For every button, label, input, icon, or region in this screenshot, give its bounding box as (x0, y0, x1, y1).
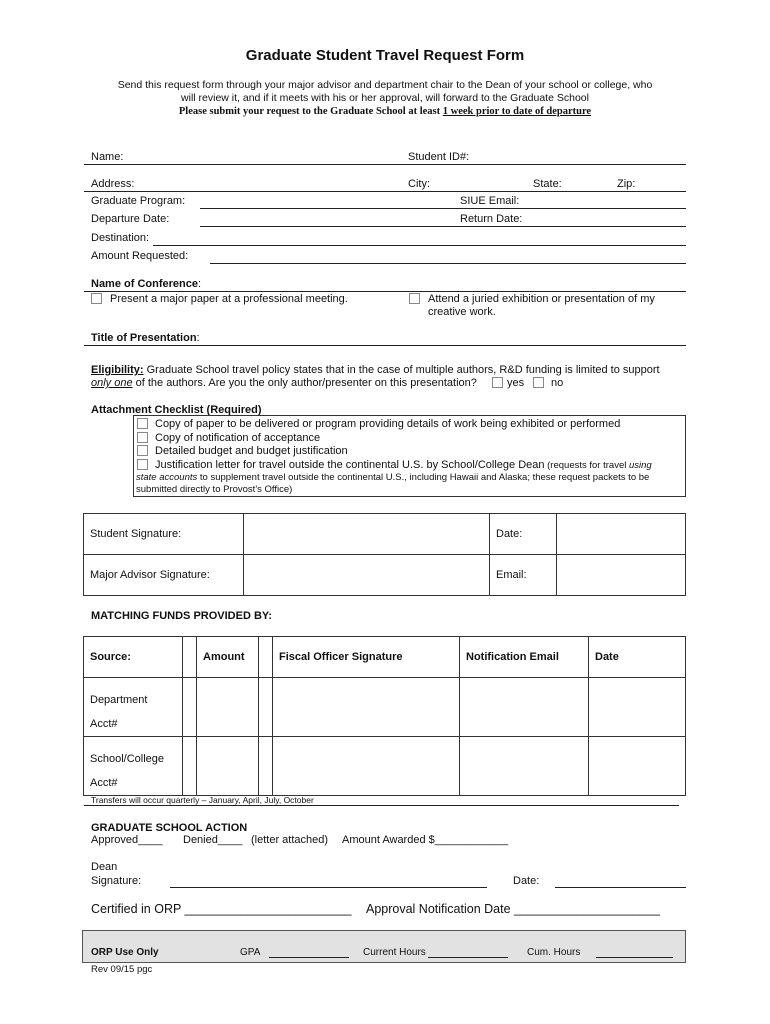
form-title: Graduate Student Travel Request Form (245, 47, 525, 64)
juried-exhibition-line-1: Attend a juried exhibition or presentation of my (428, 293, 655, 305)
amount-requested-label: Amount Requested: (91, 250, 189, 262)
destination-line[interactable] (153, 245, 686, 246)
yes-label: yes (507, 377, 525, 389)
address-label: Address: (91, 178, 135, 190)
header-fiscal-officer: Fiscal Officer Signature (273, 637, 460, 678)
school-fiscal-signature[interactable] (273, 737, 460, 796)
checklist-note-line-2 (136, 472, 649, 484)
matching-funds-title: MATCHING FUNDS PROVIDED BY: (91, 610, 273, 622)
school-amount[interactable] (197, 737, 259, 796)
present-paper-checkbox[interactable] (91, 293, 102, 304)
address-line[interactable] (84, 191, 686, 192)
denied-field[interactable]: Denied____ (183, 834, 243, 846)
checklist-note-paren: (requests for travel (544, 460, 629, 471)
checklist-checkbox-justification[interactable] (137, 459, 148, 470)
name-line[interactable] (84, 164, 686, 165)
orp-label: ORP Use Only (91, 947, 159, 958)
gpa-label: GPA (240, 947, 261, 958)
header-source: Source: (84, 637, 183, 678)
eligibility-text (91, 364, 660, 390)
conference-label-text: Name of Conference (91, 278, 198, 290)
department-acct-label: Acct# (90, 718, 118, 730)
approval-notification-blank: __________________ (534, 902, 660, 916)
school-notification-email[interactable] (460, 737, 589, 796)
advisor-email-label: Email: (490, 555, 557, 596)
graduate-program-line[interactable] (200, 208, 686, 209)
checklist-checkbox-budget[interactable] (137, 445, 148, 456)
header-notification-email: Notification Email (460, 637, 589, 678)
eligibility-text-2: of the authors. Are you the only author/presenter on this presentation? (132, 377, 477, 389)
department-label: Department (90, 694, 148, 706)
dean-signature-line[interactable] (170, 887, 487, 888)
matching-funds-table (83, 636, 686, 796)
school-spacer-2 (259, 737, 273, 796)
eligibility-label: Eligibility: (91, 364, 144, 376)
revision-label: Rev 09/15 pgc (91, 964, 153, 975)
intro-text (80, 79, 690, 105)
yes-checkbox[interactable] (492, 377, 503, 388)
checklist-item-budget: Detailed budget and budget justification (155, 445, 348, 457)
juried-exhibition-label (428, 293, 655, 319)
department-source-cell (84, 678, 183, 737)
dean-date-line[interactable] (555, 887, 686, 888)
school-spacer-1 (183, 737, 197, 796)
presentation-title-text: Title of Presentation (91, 332, 197, 344)
departure-date-label: Departure Date: (91, 213, 170, 225)
city-label: City: (408, 178, 430, 190)
advisor-email-field[interactable] (557, 555, 686, 596)
intro-line-1: Send this request form through your major advisor and department chair to the Dean of your school or college, who (117, 79, 653, 91)
school-date[interactable] (589, 737, 686, 796)
approval-notification-label: Approval Notification Date ___ (366, 902, 535, 916)
destination-label: Destination: (91, 232, 150, 244)
departure-date-line[interactable] (200, 226, 686, 227)
conference-line[interactable] (84, 291, 686, 292)
return-date-label: Return Date: (460, 213, 523, 225)
student-date-field[interactable] (557, 514, 686, 555)
checklist-note-rest: to supplement travel outside the continental U.S., including Hawaii and Alaska; these request packets to be (197, 472, 650, 483)
header-amount: Amount (197, 637, 259, 678)
zip-label: Zip: (617, 178, 636, 190)
transfers-line (84, 805, 679, 806)
juried-exhibition-checkbox[interactable] (409, 293, 420, 304)
checklist-note-line-3: submitted directly to Provost's Office) (136, 484, 293, 495)
dean-date-label: Date: (513, 875, 540, 887)
cum-hours-line[interactable] (596, 957, 673, 958)
juried-exhibition-line-2: creative work. (428, 306, 496, 318)
no-label: no (551, 377, 564, 389)
checklist-item-paper: Copy of paper to be delivered or program providing details of work being exhibited or performed (155, 418, 621, 430)
dean-label: Dean (91, 861, 118, 873)
department-spacer-1 (183, 678, 197, 737)
advisor-signature-field[interactable] (244, 555, 490, 596)
checklist-item-justification (155, 459, 652, 472)
submit-notice (80, 106, 690, 117)
eligibility-text-1: Graduate School travel policy states that in the case of multiple authors, R&D funding is limited to support (143, 364, 660, 376)
current-hours-line[interactable] (428, 957, 508, 958)
department-fiscal-signature[interactable] (273, 678, 460, 737)
transfers-note: Transfers will occur quarterly – January, April, July, October (91, 795, 314, 805)
letter-attached-label: (letter attached) (251, 834, 329, 846)
presentation-title-line[interactable] (84, 345, 686, 346)
student-date-label: Date: (490, 514, 557, 555)
school-label: School/College (90, 753, 164, 765)
state-label: State: (533, 178, 562, 190)
school-source-cell (84, 737, 183, 796)
department-notification-email[interactable] (460, 678, 589, 737)
checklist-title: Attachment Checklist (Required) (91, 404, 262, 416)
checklist-note-using: using (628, 460, 652, 471)
approval-notification-field[interactable] (366, 902, 660, 916)
header-spacer-2 (259, 637, 273, 678)
checklist-note-state: state accounts (136, 472, 198, 483)
current-hours-label: Current Hours (363, 947, 426, 958)
department-date[interactable] (589, 678, 686, 737)
name-label: Name: (91, 151, 124, 163)
siue-email-label: SIUE Email: (460, 195, 520, 207)
student-signature-label: Student Signature: (84, 514, 244, 555)
header-date: Date (589, 637, 686, 678)
checklist-item-acceptance: Copy of notification of acceptance (155, 432, 321, 444)
student-signature-field[interactable] (244, 514, 490, 555)
certified-orp-field[interactable]: Certified in ORP ________________________ (91, 902, 352, 916)
graduate-program-label: Graduate Program: (91, 195, 186, 207)
eligibility-only-one: only one (91, 377, 133, 389)
conference-label: Name of Conference: (91, 278, 202, 290)
amount-requested-line[interactable] (210, 263, 686, 264)
presentation-title-label: Title of Presentation: (91, 332, 200, 344)
submit-notice-prefix: Please submit your request to the Graduate School at least (178, 106, 443, 117)
signature-table (83, 513, 686, 596)
amount-awarded-field[interactable]: Amount Awarded $____________ (342, 834, 509, 846)
header-spacer-1 (183, 637, 197, 678)
school-acct-label: Acct# (90, 777, 118, 789)
dean-signature-label: Signature: (91, 875, 142, 887)
no-checkbox[interactable] (533, 377, 544, 388)
cum-hours-label: Cum. Hours (527, 947, 581, 958)
advisor-signature-label: Major Advisor Signature: (84, 555, 244, 596)
present-paper-label: Present a major paper at a professional meeting. (110, 293, 348, 305)
department-amount[interactable] (197, 678, 259, 737)
student-id-label: Student ID#: (408, 151, 470, 163)
gpa-line[interactable] (269, 957, 349, 958)
action-title: GRADUATE SCHOOL ACTION (91, 822, 248, 834)
department-spacer-2 (259, 678, 273, 737)
checklist-item-justification-text: Justification letter for travel outside the continental U.S. by School/College Dean (155, 459, 545, 471)
checklist-checkbox-acceptance[interactable] (137, 432, 148, 443)
submit-notice-deadline: 1 week prior to date of departure (442, 106, 592, 117)
checklist-checkbox-paper[interactable] (137, 418, 148, 429)
approved-field[interactable]: Approved____ (91, 834, 163, 846)
intro-line-2: will review it, and if it meets with his or her approval, will forward to the Graduate School (181, 92, 589, 104)
